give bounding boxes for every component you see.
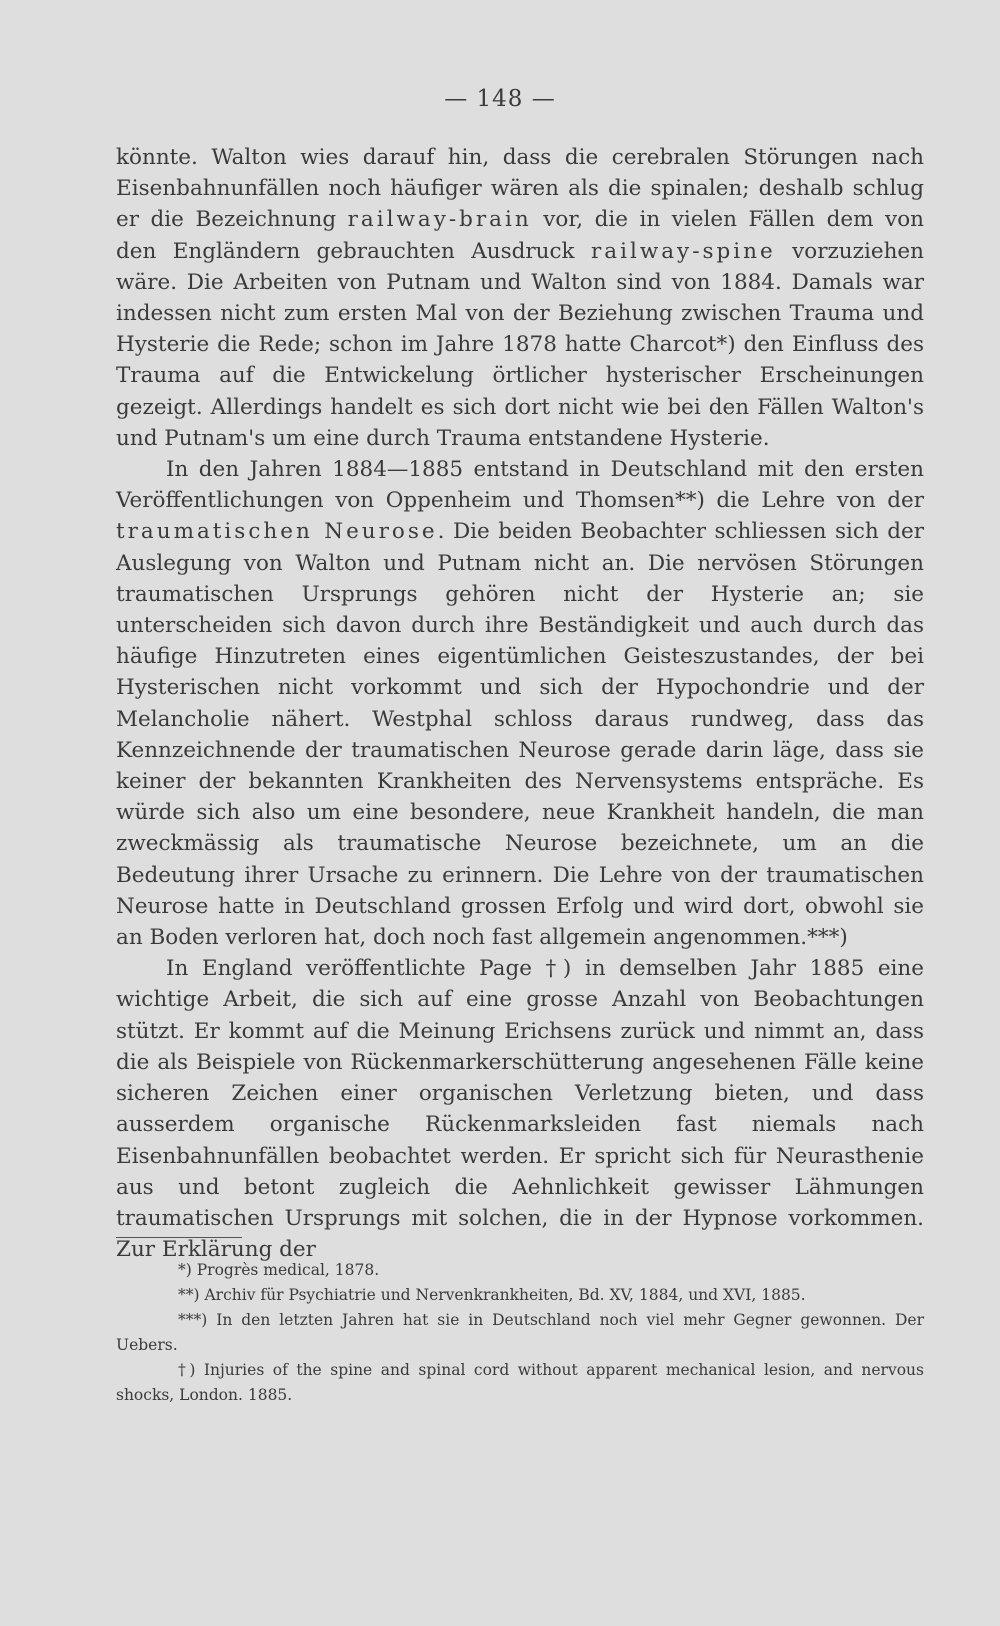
footnote-divider xyxy=(116,1237,242,1238)
paragraph-3: In England veröffentlichte Page †) in demselben Jahr 1885 eine wichtige Arbeit, die sich auf eine grosse Anzahl von Beobachtungen stützt. Er kommt auf die Meinung Erichsens zurück und nimmt an, dass die als Beispiele von Rückenmarkerschütterung angesehenen Fälle keine sicheren Zeichen einer organischen Verletzung bieten, und dass ausserdem organische Rückenmarksleiden fast niemals nach Eisenbahnunfällen beobachtet werden. Er spricht sich für Neurasthenie aus und betont zugleich die Aehnlichkeit gewisser Lähmungen traumatischen Ursprungs mit solchen, die in der Hypnose vorkommen. Zur Erklärung der xyxy=(116,956,924,1263)
footnote-3: ***) In den letzten Jahren hat sie in Deutschland noch viel mehr Gegner gewonnen. Der Uebers. xyxy=(116,1311,924,1354)
paragraph-1-part-a: könnte. Walton wies darauf hin, dass die cerebralen Störungen nach Eisenbahnunfällen noch häufiger wären als die spinalen; deshalb schlug er die Bezeichnung xyxy=(116,145,924,233)
footnote-4: †) Injuries of the spine and spinal cord without apparent mechanical lesion, and nervous shocks, London. 1885. xyxy=(116,1361,924,1404)
footnote-2: **) Archiv für Psychiatrie und Nervenkrankheiten, Bd. XV, 1884, und XVI, 1885. xyxy=(178,1286,806,1304)
paragraph-1-part-c: vorzuziehen wäre. Die Arbeiten von Putnam und Walton sind von 1884. Damals war indessen nicht zum ersten Mal von der Beziehung zwischen Trauma und Hysterie die Rede; schon im Jahre 1878 hatte Charcot*) den Einfluss des Trauma auf die Entwickelung örtlicher hysterischer Erscheinungen gezeigt. Allerdings handelt es sich dort nicht wie bei den Fällen Walton's und Putnam's um eine durch Trauma entstandene Hysterie. xyxy=(116,238,924,451)
footnote-1: *) Progrès medical, 1878. xyxy=(178,1261,380,1279)
term-railway-spine: railway-spine xyxy=(590,238,776,264)
paragraph-2-part-a: In den Jahren 1884—1885 entstand in Deutschland mit den ersten Veröffentlichungen von Oppenheim und Thomsen**) die Lehre von der xyxy=(116,457,924,514)
page-number: — 148 — xyxy=(444,86,556,112)
paragraph-1-part-b: vor, die in vielen Fällen dem von den Engländern gebrauchten Ausdruck xyxy=(116,207,924,264)
term-traumatische-neurose: traumatischen Neurose xyxy=(116,519,438,545)
paragraph-2 xyxy=(116,454,924,953)
paragraph-2-part-b: . Die beiden Beobachter schliessen sich der Auslegung von Walton und Putnam nicht an. Die nervösen Störungen traumatischen Ursprungs gehören nicht der Hysterie an; sie unterscheiden sich davon durch ihre Beständigkeit und auch durch das häufige Hinzutreten eines eigentümlichen Geisteszustandes, der bei Hysterischen nicht vorkommt und sich der Hypochondrie und der Melancholie nähert. Westphal schloss daraus rundweg, dass das Kennzeichnende der traumatischen Neurose gerade darin läge, dass sie keiner der bekannten Krankheiten des Nervensystems entspräche. Es würde sich also um eine besondere, neue Krankheit handeln, die man zweckmässig als traumatische Neurose bezeichnete, um an die Bedeutung ihrer Ursache zu erinnern. Die Lehre von der traumatischen Neurose hatte in Deutschland grossen Erfolg und wird dort, obwohl sie an Boden verloren hat, doch noch fast allgemein angenommen.***) xyxy=(116,519,924,951)
paragraph-1 xyxy=(116,142,924,454)
term-railway-brain: railway-brain xyxy=(347,207,532,233)
footnotes xyxy=(116,1258,924,1408)
main-text xyxy=(116,142,924,1265)
